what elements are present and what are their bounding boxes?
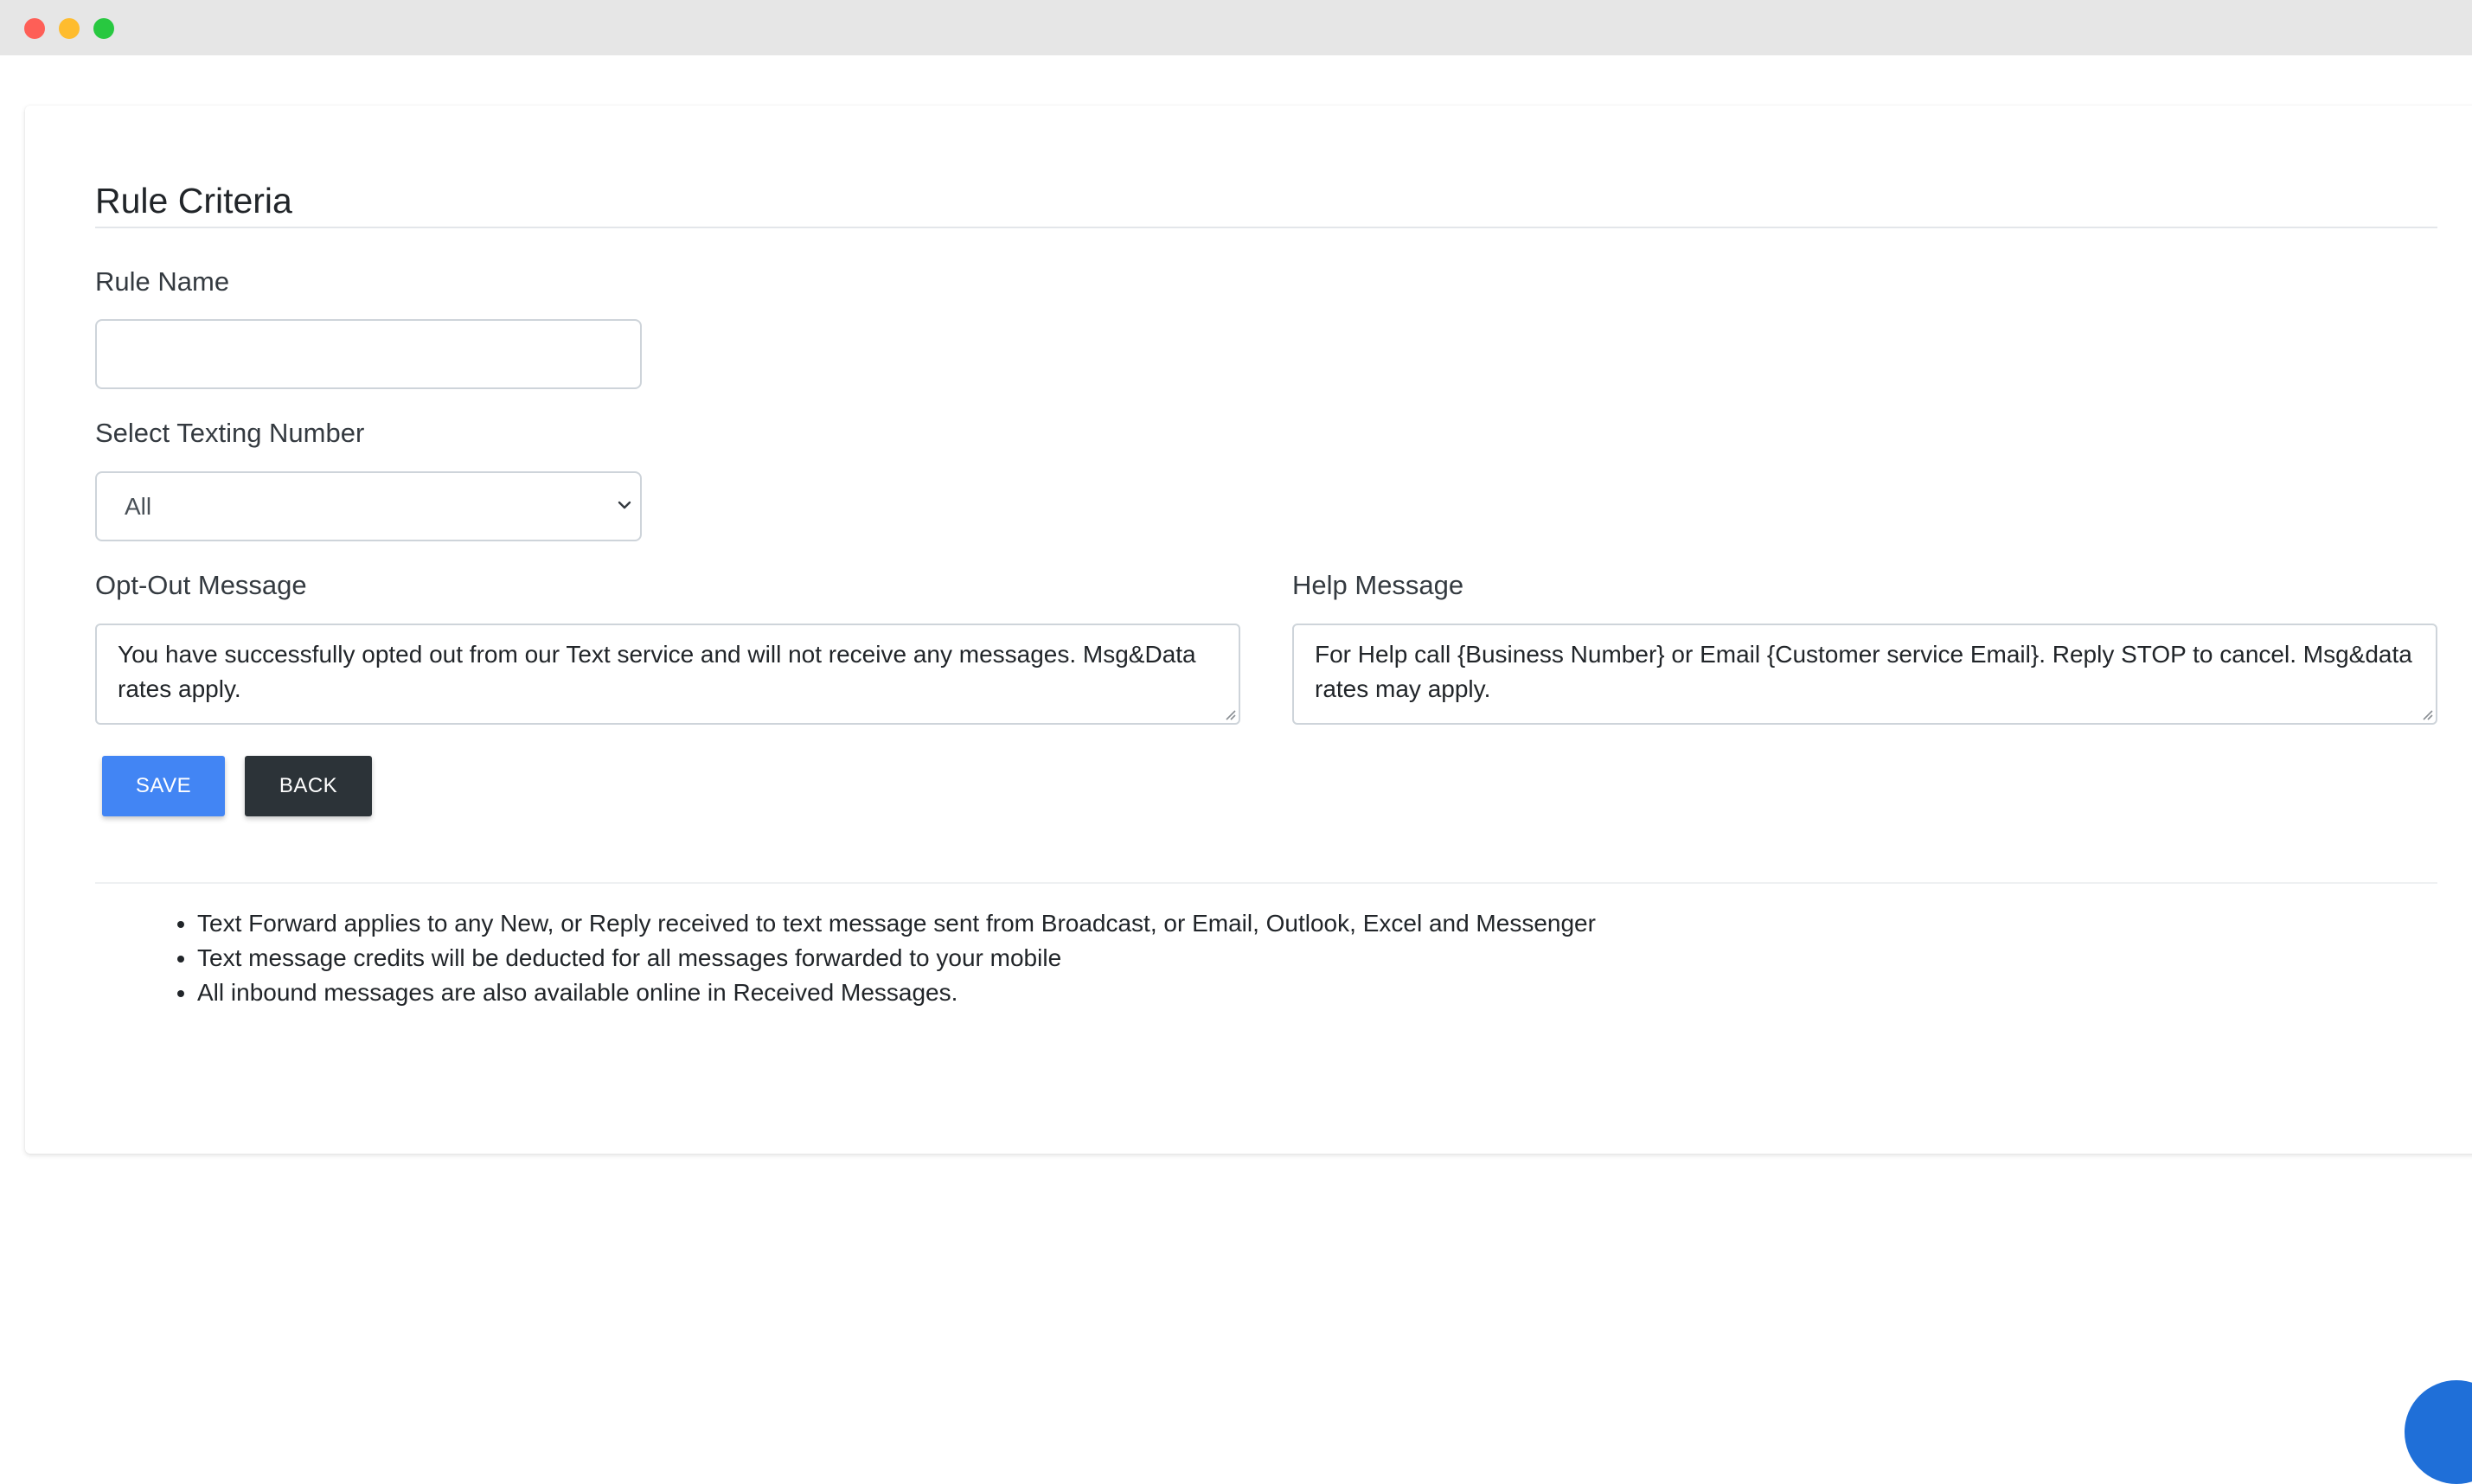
help-message-label: Help Message <box>1292 570 1464 600</box>
section-title: Rule Criteria <box>95 181 292 221</box>
rule-name-label: Rule Name <box>95 266 230 297</box>
notes-list <box>95 906 1596 1010</box>
opt-out-message-text: You have successfully opted out from our Text service and will not receive any messages. Msg&Data rates apply. <box>118 641 1196 702</box>
back-button[interactable]: BACK <box>245 756 372 816</box>
list-item: • Text Forward applies to any New, or Reply received to text message sent from Broadcast, or Email, Outlook, Excel and Messenger <box>197 906 1596 941</box>
minimize-window-icon[interactable] <box>59 18 80 39</box>
help-message-textarea[interactable] <box>1292 624 2437 725</box>
texting-number-label: Select Texting Number <box>95 418 365 448</box>
resize-grip-icon[interactable] <box>1222 707 1236 720</box>
chat-widget-button[interactable] <box>2405 1380 2472 1484</box>
list-item: • Text message credits will be deducted for all messages forwarded to your mobile <box>197 941 1596 975</box>
list-item: • All inbound messages are also available online in Received Messages. <box>197 975 1596 1010</box>
texting-number-selected: All <box>125 493 152 520</box>
close-window-icon[interactable] <box>24 18 45 39</box>
rule-name-input[interactable] <box>95 319 642 389</box>
section-divider <box>95 227 2437 228</box>
opt-out-message-textarea[interactable] <box>95 624 1240 725</box>
notes-divider <box>95 882 2437 884</box>
maximize-window-icon[interactable] <box>93 18 114 39</box>
window-titlebar <box>0 0 2472 55</box>
help-message-text: For Help call {Business Number} or Email {Customer service Email}. Reply STOP to cancel. Msg&data rates may apply. <box>1315 641 2412 702</box>
chevron-down-icon <box>614 495 635 515</box>
opt-out-message-label: Opt-Out Message <box>95 570 307 600</box>
save-button[interactable]: SAVE <box>102 756 225 816</box>
texting-number-select[interactable] <box>95 471 642 541</box>
resize-grip-icon[interactable] <box>2419 707 2433 720</box>
